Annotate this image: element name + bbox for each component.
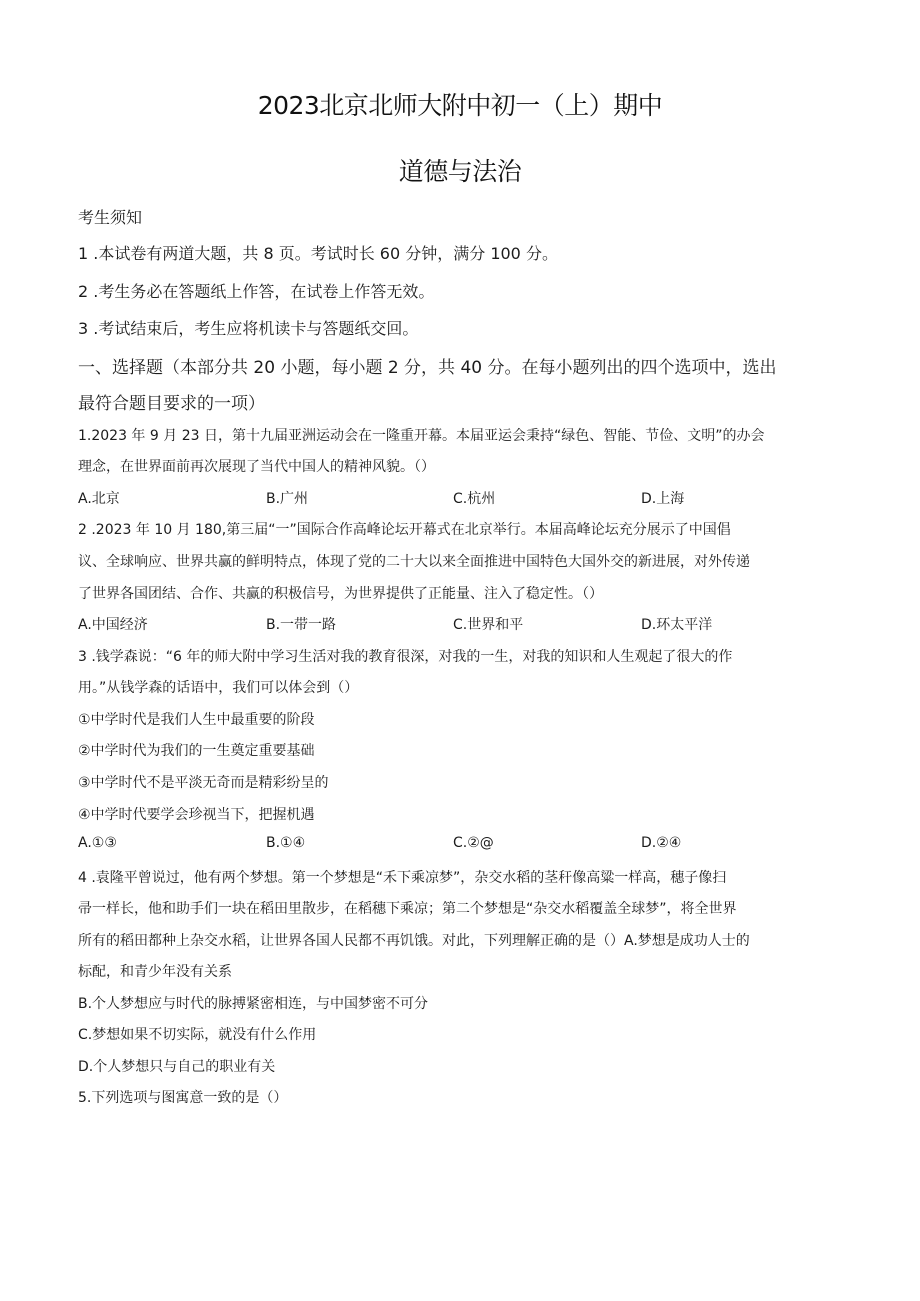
question-4-text: 所有的稻田都种上杂交水稻，让世界各国人民都不再饥饿。对此，下列理解正确的是（）A.梦想是成功人士的 (78, 933, 750, 949)
section-heading: 一、选择题（本部分共 20 小题，每小题 2 分，共 40 分。在每小题列出的四个选项中，选出 (78, 358, 777, 378)
question-4-option-b: B.个人梦想应与时代的脉搏紧密相连，与中国梦密不可分 (78, 996, 429, 1012)
question-2-text: 议、全球响应、世界共赢的鲜明特点，体现了党的二十大以来全面推进中国特色大国外交的新进展，对外传递 (78, 554, 750, 570)
question-3-option-c: C.②@ (453, 835, 494, 851)
question-2-option-d: D.环太平洋 (641, 617, 713, 633)
question-4-text: 帚一样长，他和助手们一块在稻田里散步，在稻穗下乘凉；第二个梦想是“杂交水稻覆盖全球梦”，将全世界 (78, 901, 737, 917)
question-3-option-d: D.②④ (641, 835, 682, 851)
question-1-text: 理念，在世界面前再次展现了当代中国人的精神风貌。（） (78, 459, 435, 475)
question-2-text: 了世界各国团结、合作、共赢的积极信号，为世界提供了正能量、注入了稳定性。（） (78, 586, 603, 602)
question-3-statement: ②中学时代为我们的一生奠定重要基础 (78, 743, 315, 759)
question-4-option-c: C.梦想如果不切实际，就没有什么作用 (78, 1027, 317, 1043)
question-1-option-a: A.北京 (78, 491, 120, 507)
question-2-option-a: A.中国经济 (78, 617, 148, 633)
notice-heading: 考生须知 (78, 208, 143, 227)
question-2-option-b: B.一带一路 (266, 617, 337, 633)
question-3-option-a: A.①③ (78, 835, 117, 851)
question-5-text: 5.下列选项与图寓意一致的是（） (78, 1090, 288, 1106)
section-heading: 最符合题目要求的一项） (78, 394, 265, 414)
question-4-text: 4 .袁隆平曾说过，他有两个梦想。第一个梦想是“禾下乘凉梦”，杂交水稻的茎秆像高粱一样高，穗子像扫 (78, 870, 727, 886)
question-1-text: 1.2023 年 9 月 23 日，第十九届亚洲运动会在一隆重开幕。本届亚运会秉持“绿色、智能、节俭、文明”的办会 (78, 428, 765, 444)
question-1-option-d: D.上海 (641, 491, 685, 507)
question-3-statement: ③中学时代不是平淡无奇而是精彩纷呈的 (78, 775, 329, 791)
question-3-statement: ①中学时代是我们人生中最重要的阶段 (78, 712, 315, 728)
question-1-option-b: B.广州 (266, 491, 309, 507)
question-3-option-b: B.①④ (266, 835, 306, 851)
question-4-option-d: D.个人梦想只与自己的职业有关 (78, 1059, 276, 1075)
question-2-option-c: C.世界和平 (453, 617, 524, 633)
exam-title: 2023北京北师大附中初一（上）期中 (257, 91, 663, 120)
question-3-text: 3 .钱学森说：“6 年的师大附中学习生活对我的教育很深，对我的一生，对我的知识和人生观起了很大的作 (78, 649, 733, 665)
question-4-text: 标配，和青少年没有关系 (78, 964, 232, 980)
question-1-option-c: C.杭州 (453, 491, 496, 507)
notice-item: 1 .本试卷有两道大题，共 8 页。考试时长 60 分钟，满分 100 分。 (78, 244, 558, 263)
subject-title: 道德与法治 (398, 157, 522, 186)
question-3-statement: ④中学时代要学会珍视当下，把握机遇 (78, 807, 315, 823)
notice-item: 2 .考生务必在答题纸上作答，在试卷上作答无效。 (78, 282, 435, 301)
notice-item: 3 .考试结束后，考生应将机读卡与答题纸交回。 (78, 319, 419, 338)
question-2-text: 2 .2023 年 10 月 180,第三届“一”国际合作高峰论坛开幕式在北京举行。本届高峰论坛充分展示了中国倡 (78, 522, 731, 538)
question-3-text: 用。”从钱学森的话语中，我们可以体会到（） (78, 680, 359, 696)
